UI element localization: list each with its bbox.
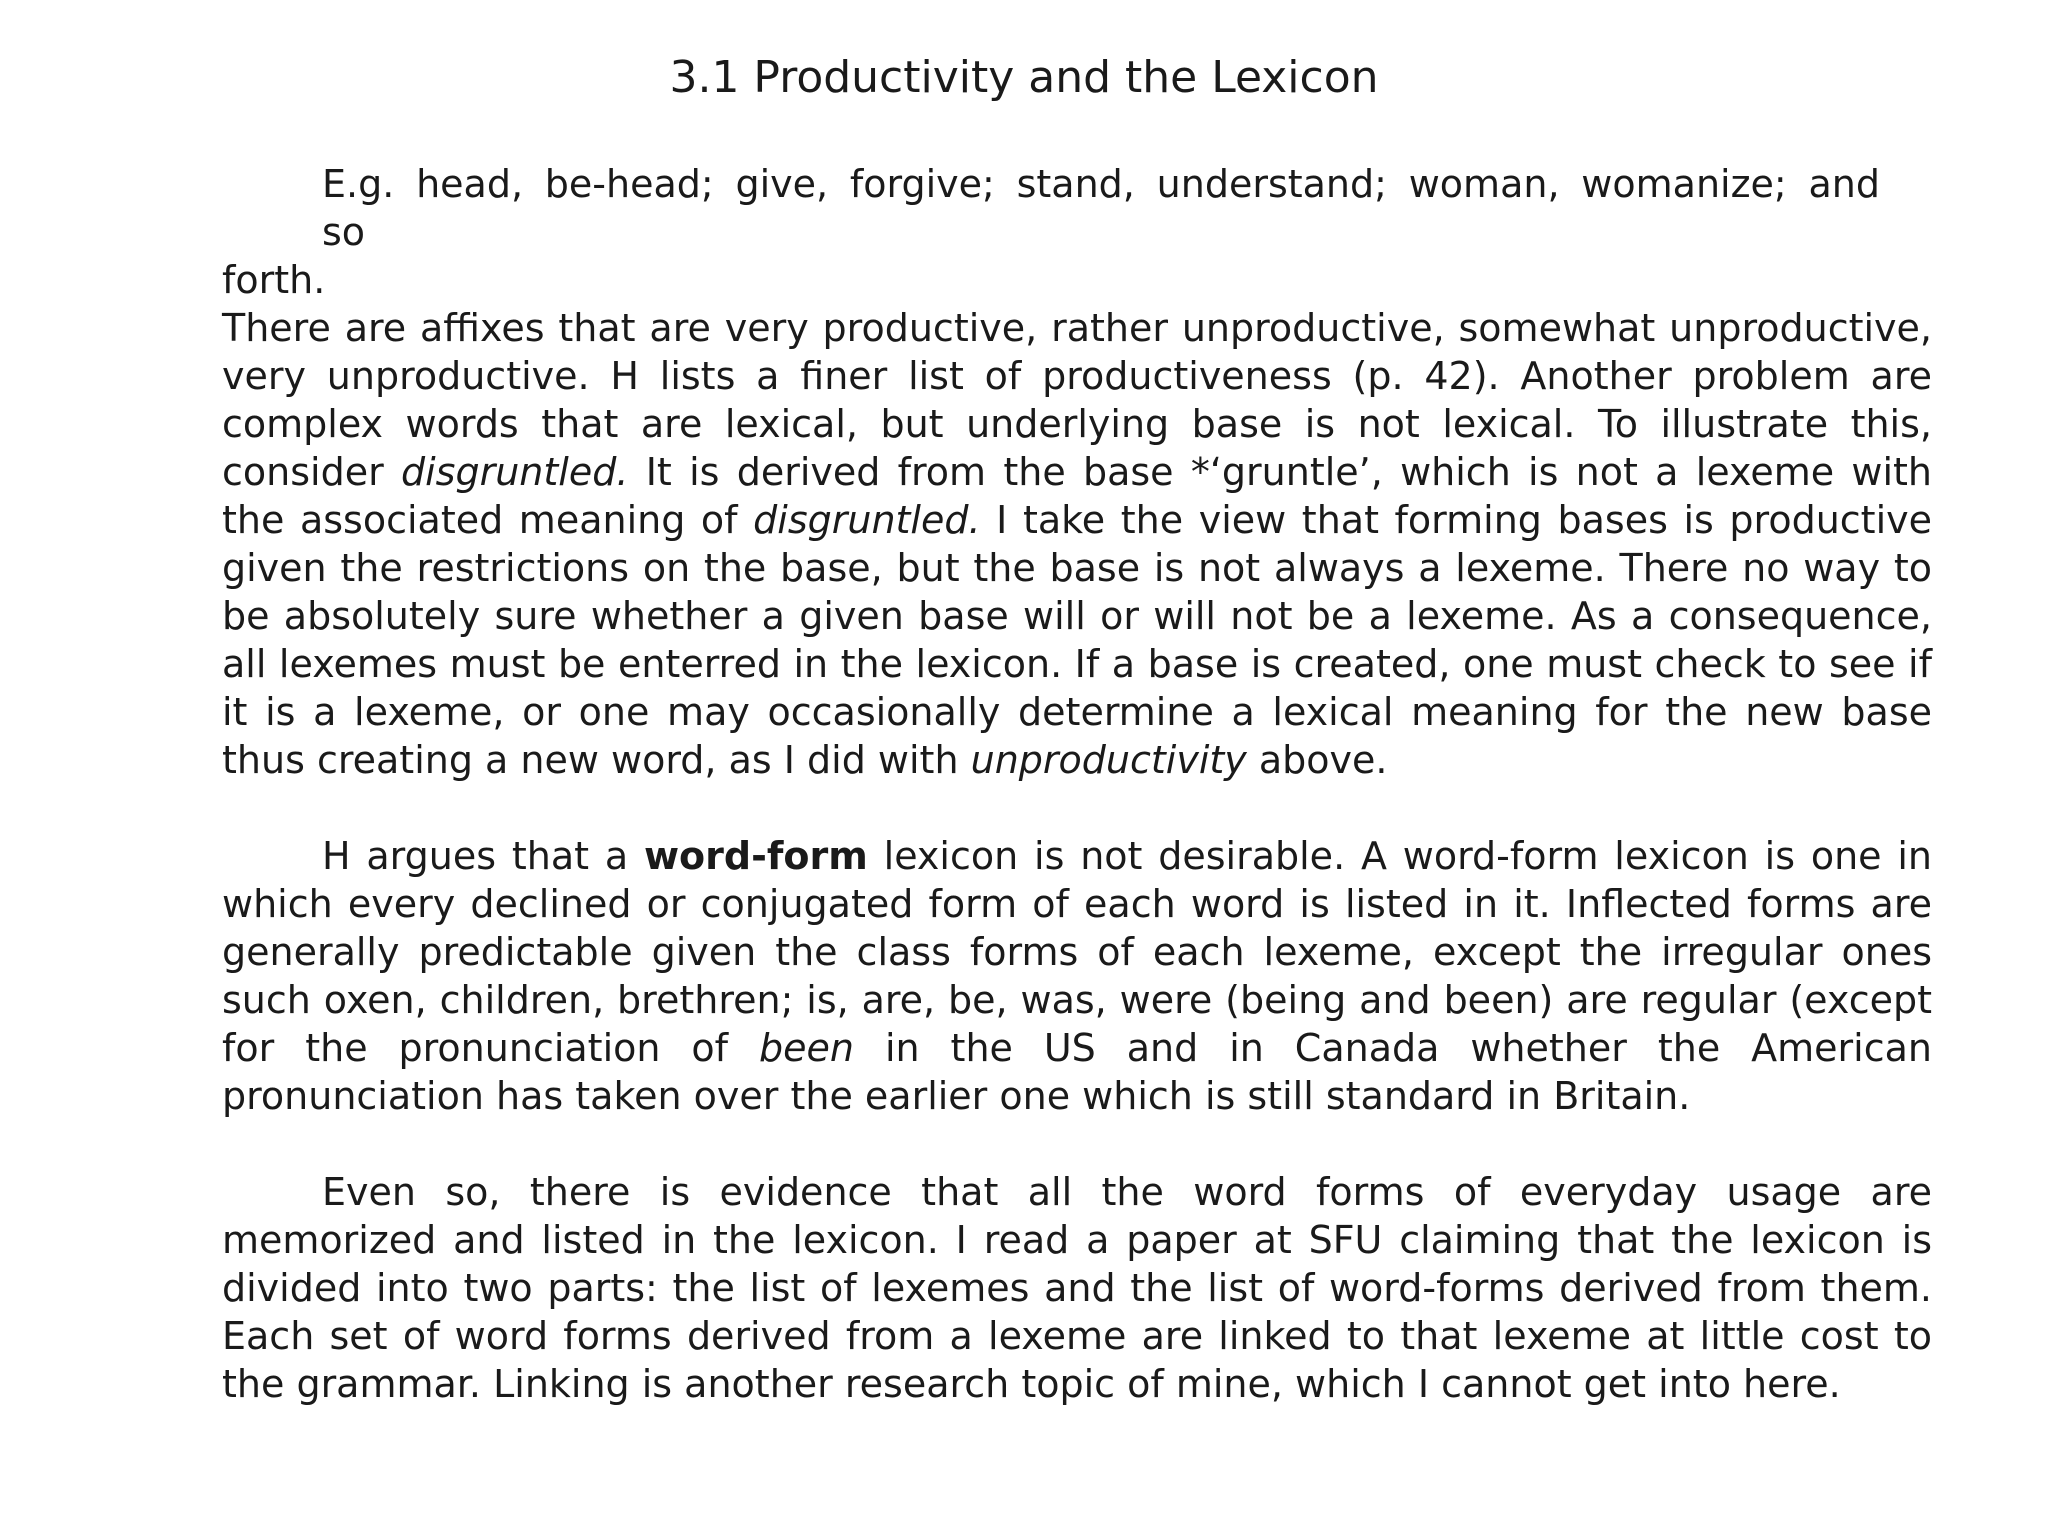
paragraph-memorized-forms <box>222 1168 1932 1408</box>
paragraph-word-form-lexicon <box>222 832 1932 1120</box>
italic-term: unproductivity <box>970 738 1247 782</box>
paragraph-text: above. <box>1246 738 1388 782</box>
bold-term: word-form <box>643 834 868 878</box>
paragraph-spacer <box>222 784 1932 832</box>
examples-line: E.g. head, be-head; give, forgive; stand, understand; woman, womanize; and so <box>322 162 1880 254</box>
italic-term: been <box>759 1026 854 1070</box>
italic-term: disgruntled. <box>753 498 981 542</box>
paragraph-text: Even so, there is evidence that all the word forms of everyday usage are memorized and listed in the lexicon. I read a paper at SFU claiming that the lexicon is divided into two parts: the list of lexemes and the list of word-forms derived from them. Each set of word forms derived from a lexeme are linked to that lexeme at little cost to the grammar. Linking is another research topic of mine, which I cannot get into here. <box>222 1170 1932 1406</box>
paragraph-text: in the US and in Canada whether the American pronunciation has taken over the earlier one which is still standard in Britain. <box>222 1026 1932 1118</box>
italic-term: disgruntled. <box>400 450 629 494</box>
document-body <box>222 160 1932 1408</box>
paragraph-affixes <box>222 304 1932 784</box>
paragraph-text: lexicon is not desirable. A word-form lexicon is one in which every declined or conjugated form of each word is listed in it. Inflected forms are generally predictable given the class forms of each lexeme, except the irregular ones such oxen, children, brethren; is, are, be, was, were (being and been) are regular (except for the pronunciation of <box>222 834 1933 1070</box>
examples-line-continuation: forth. <box>222 258 326 302</box>
page-title: 3.1 Productivity and the Lexicon <box>669 52 1379 103</box>
paragraph-text: H argues that a <box>322 834 644 878</box>
examples-paragraph <box>222 160 1932 304</box>
paragraph-text: I take the view that forming bases is productive given the restrictions on the base, but the base is not always a lexeme. There no way to be absolutely sure whether a given base will or will not be a lexeme. As a consequence, all lexemes must be enterred in the lexicon. If a base is created, one must check to see if it is a lexeme, or one may occasionally determine a lexical meaning for the new base thus creating a new word, as I did with <box>222 498 1932 782</box>
paragraph-spacer <box>222 1120 1932 1168</box>
paragraph-text: There are affixes that are very productive, rather unproductive, somewhat unproductive, very unproductive. H lists a finer list of productiveness (p. 42). Another problem are complex words that are lexical, but underlying base is not lexical. To illustrate this, consider <box>222 306 1932 494</box>
paragraph-text: It is derived from the base *‘gruntle’, which is not a lexeme with the associated meaning of <box>222 450 1932 542</box>
